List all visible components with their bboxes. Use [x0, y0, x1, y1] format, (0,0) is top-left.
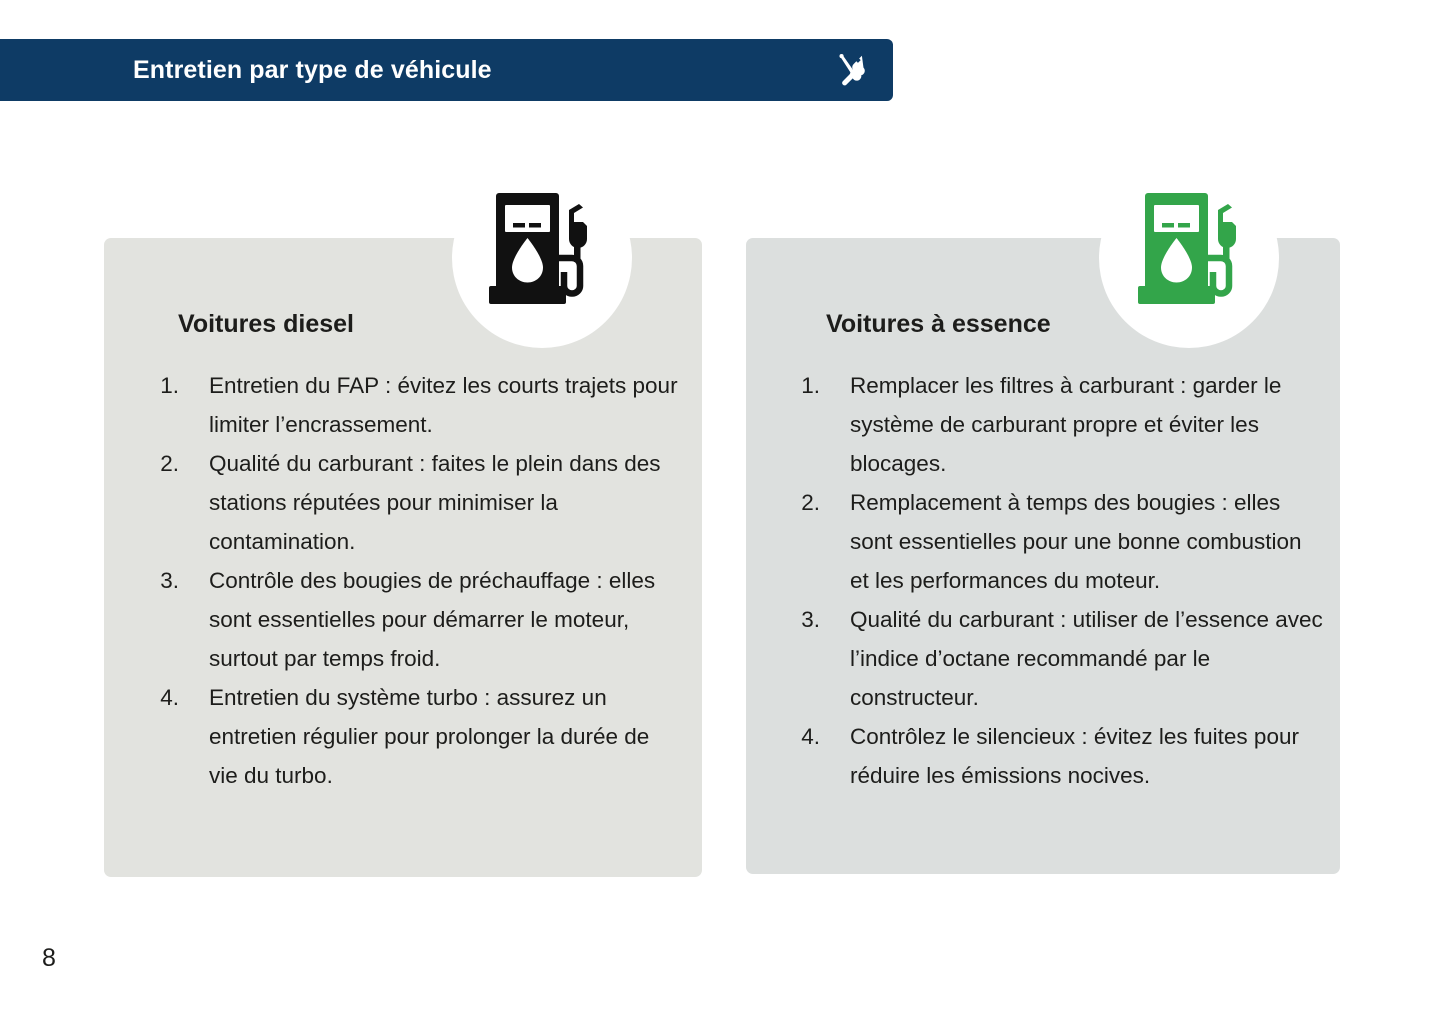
list-item-number: 2.: [160, 451, 179, 476]
list-item: [772, 483, 1324, 600]
list-item-text: Entretien du FAP : évitez les courts trajets pour limiter l’encrassement.: [209, 373, 678, 437]
list-item-text: Contrôlez le silencieux : évitez les fuites pour réduire les émissions nocives.: [850, 724, 1299, 788]
list-item-number: 2.: [801, 490, 820, 515]
list-item-text: Qualité du carburant : utiliser de l’essence avec l’indice d’octane recommandé par le constructeur.: [850, 607, 1323, 710]
card-heading-diesel: Voitures diesel: [178, 310, 354, 338]
tips-list-diesel: [137, 366, 682, 795]
list-item-number: 3.: [160, 568, 179, 593]
list-item-number: 3.: [801, 607, 820, 632]
page-number: 8: [42, 944, 56, 972]
list-item: [772, 600, 1324, 717]
list-item: [137, 678, 682, 795]
list-item-text: Qualité du carburant : faites le plein dans des stations réputées pour minimiser la contamination.: [209, 451, 661, 554]
list-item-text: Entretien du système turbo : assurez un entretien régulier pour prolonger la durée de vie du turbo.: [209, 685, 650, 788]
page-title: Entretien par type de véhicule: [133, 55, 492, 84]
list-item: [137, 444, 682, 561]
page-header-bar: [0, 39, 893, 101]
list-item-text: Contrôle des bougies de préchauffage : elles sont essentielles pour démarrer le moteur, surtout par temps froid.: [209, 568, 656, 671]
list-item: [772, 366, 1324, 483]
list-item: [137, 366, 682, 444]
list-item-number: 1.: [801, 373, 820, 398]
card-heading-essence: Voitures à essence: [826, 310, 1051, 338]
card-diesel: [104, 238, 702, 877]
list-item: [137, 561, 682, 678]
list-item-text: Remplacement à temps des bougies : elles sont essentielles pour une bonne combustion et les performances du moteur.: [850, 490, 1302, 593]
list-item-text: Remplacer les filtres à carburant : garder le système de carburant propre et éviter les blocages.: [850, 373, 1282, 476]
fuel-pump-icon: [1135, 189, 1247, 311]
fuel-pump-icon: [486, 189, 598, 311]
list-item-number: 4.: [160, 685, 179, 710]
wrench-screwdriver-icon: [833, 51, 871, 89]
list-item-number: 1.: [160, 373, 179, 398]
list-item-number: 4.: [801, 724, 820, 749]
list-item: [772, 717, 1324, 795]
card-essence: [746, 238, 1340, 874]
tips-list-essence: [772, 366, 1324, 795]
